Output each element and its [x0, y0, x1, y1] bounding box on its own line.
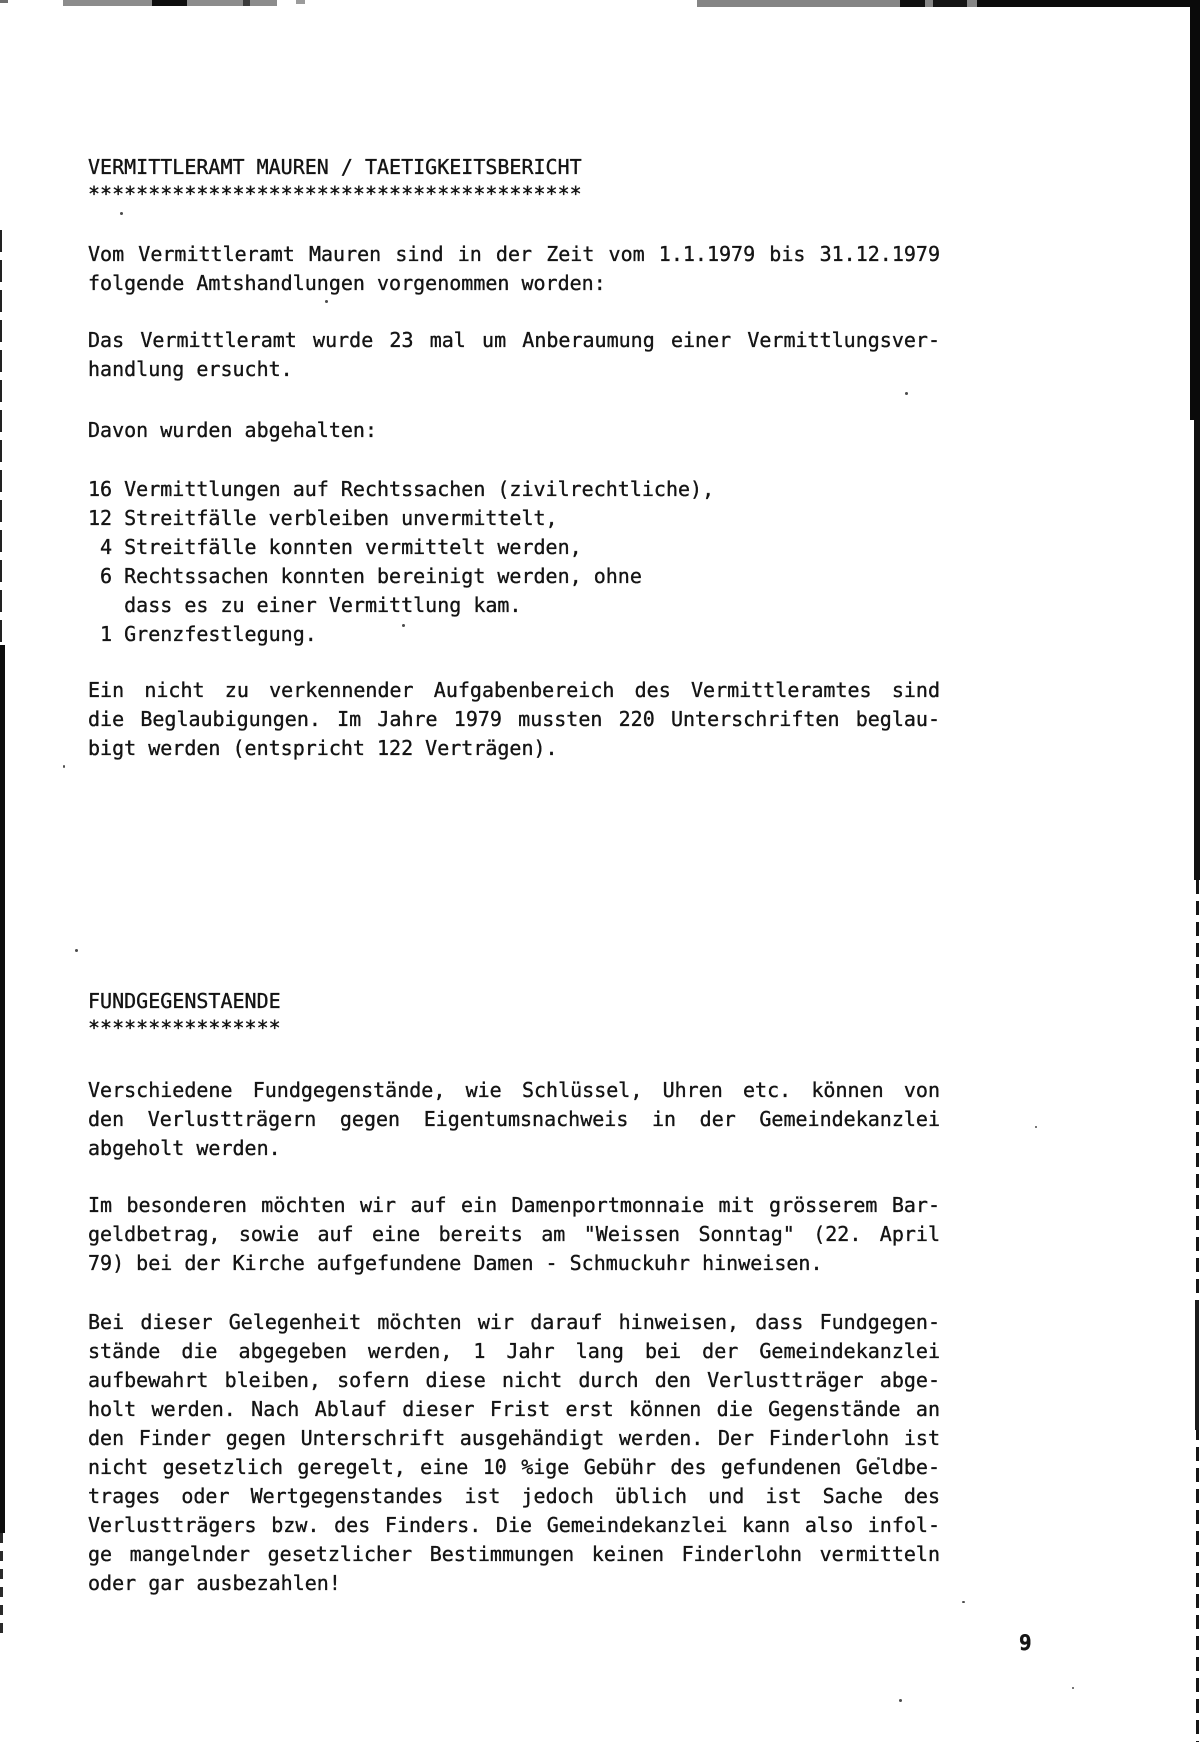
paragraph-besonderes [88, 1191, 940, 1278]
text-line: den Verlustträgern gegen Eigentumsnachweis in der Gemeindekanzlei [88, 1107, 940, 1131]
scan-right-border [1190, 0, 1200, 420]
text-line: 6 Rechtssachen konnten bereinigt werden, ohne [88, 564, 642, 588]
scan-noise-dot [1072, 1687, 1074, 1689]
text-line: aufbewahrt bleiben, sofern diese nicht durch den Verlustträger abge- [88, 1368, 940, 1392]
text-line: 4 Streitfälle konnten vermittelt werden, [88, 535, 582, 559]
text-line: **************** [88, 1016, 281, 1040]
scan-noise-dot [325, 300, 328, 303]
text-line: handlung ersucht. [88, 357, 293, 381]
scan-left-border [0, 230, 2, 645]
text-line: Vom Vermittleramt Mauren sind in der Zeit vom 1.1.1979 bis 31.12.1979 [88, 242, 940, 266]
section-heading-fundgegenstaende [88, 988, 940, 1042]
text-line: Im besonderen möchten wir auf ein Damenportmonnaie mit grösserem Bar- [88, 1193, 940, 1217]
text-line: Verschiedene Fundgegenstände, wie Schlüssel, Uhren etc. können von [88, 1078, 940, 1102]
scan-noise-dot [120, 212, 123, 215]
text-line: nicht gesetzlich geregelt, eine 10 %ige Gebühr des gefundenen Geldbe- [88, 1455, 940, 1479]
section-heading-vermittleramt [88, 154, 940, 208]
text-line: abgeholt werden. [88, 1136, 281, 1160]
scan-noise-dot [905, 392, 908, 395]
text-line: Das Vermittleramt wurde 23 mal um Anberaumung einer Vermittlungsver- [88, 328, 940, 352]
text-line: 1 Grenzfestlegung. [88, 622, 317, 646]
text-line: Verlustträgers bzw. des Finders. Die Gemeindekanzlei kann also infol- [88, 1513, 940, 1537]
scan-left-border [0, 1533, 3, 1636]
text-line: bigt werden (entspricht 122 Verträgen). [88, 736, 558, 760]
scan-noise-dot [75, 949, 78, 952]
scan-right-border [1195, 1300, 1199, 1430]
scan-right-border [1194, 420, 1200, 880]
paragraph-intro [88, 240, 940, 298]
text-line: VERMITTLERAMT MAUREN / TAETIGKEITSBERICHT [88, 155, 582, 179]
scan-top-border-right [697, 0, 1200, 7]
list-mediation-results [88, 475, 940, 649]
text-line: 16 Vermittlungen auf Rechtssachen (zivilrechtliche), [88, 477, 715, 501]
scan-noise-dot [962, 1601, 965, 1603]
text-line: Davon wurden abgehalten: [88, 418, 377, 442]
paragraph-abholung [88, 1076, 940, 1163]
scan-noise-dot [899, 1699, 902, 1702]
scan-edge-mark [296, 0, 305, 4]
paragraph-finderlohn [88, 1308, 940, 1598]
text-line: stände die abgegeben werden, 1 Jahr lang bei der Gemeindekanzlei [88, 1339, 940, 1363]
text-line: den Finder gegen Unterschrift ausgehändigt werden. Der Finderlohn ist [88, 1426, 940, 1450]
paragraph-requests [88, 326, 940, 384]
text-line: 12 Streitfälle verbleiben unvermittelt, [88, 506, 558, 530]
text-line: geldbetrag, sowie auf eine bereits am "Weissen Sonntag" (22. April [88, 1222, 940, 1246]
text-line: Bei dieser Gelegenheit möchten wir darauf hinweisen, dass Fundgegen- [88, 1310, 940, 1334]
scan-top-border-left [63, 0, 277, 6]
text-line: trages oder Wertgegenstandes ist jedoch üblich und ist Sache des [88, 1484, 940, 1508]
text-line: ***************************************** [88, 182, 582, 206]
text-line: ge mangelnder gesetzlicher Bestimmungen keinen Finderlohn vermitteln [88, 1542, 940, 1566]
paragraph-beglaubigungen [88, 676, 940, 763]
scan-left-border [0, 645, 5, 1533]
text-line: holt werden. Nach Ablauf dieser Frist erst können die Gegenstände an [88, 1397, 940, 1421]
text-line: Ein nicht zu verkennender Aufgabenbereich des Vermittleramtes sind [88, 678, 940, 702]
text-line: folgende Amtshandlungen vorgenommen worden: [88, 271, 606, 295]
text-line: 79) bei der Kirche aufgefundene Damen - Schmuckuhr hinweisen. [88, 1251, 823, 1275]
page-number: 9 [1019, 1631, 1032, 1655]
text-line: FUNDGEGENSTAENDE [88, 989, 281, 1013]
scan-noise-dot [1035, 1126, 1037, 1128]
text-line: oder gar ausbezahlen! [88, 1571, 341, 1595]
paragraph-held [88, 416, 940, 445]
text-line: dass es zu einer Vermittlung kam. [88, 593, 522, 617]
text-line: die Beglaubigungen. Im Jahre 1979 mussten 220 Unterschriften beglau- [88, 707, 940, 731]
scan-edge-mark [0, 0, 8, 3]
scan-noise-dot [63, 765, 65, 768]
